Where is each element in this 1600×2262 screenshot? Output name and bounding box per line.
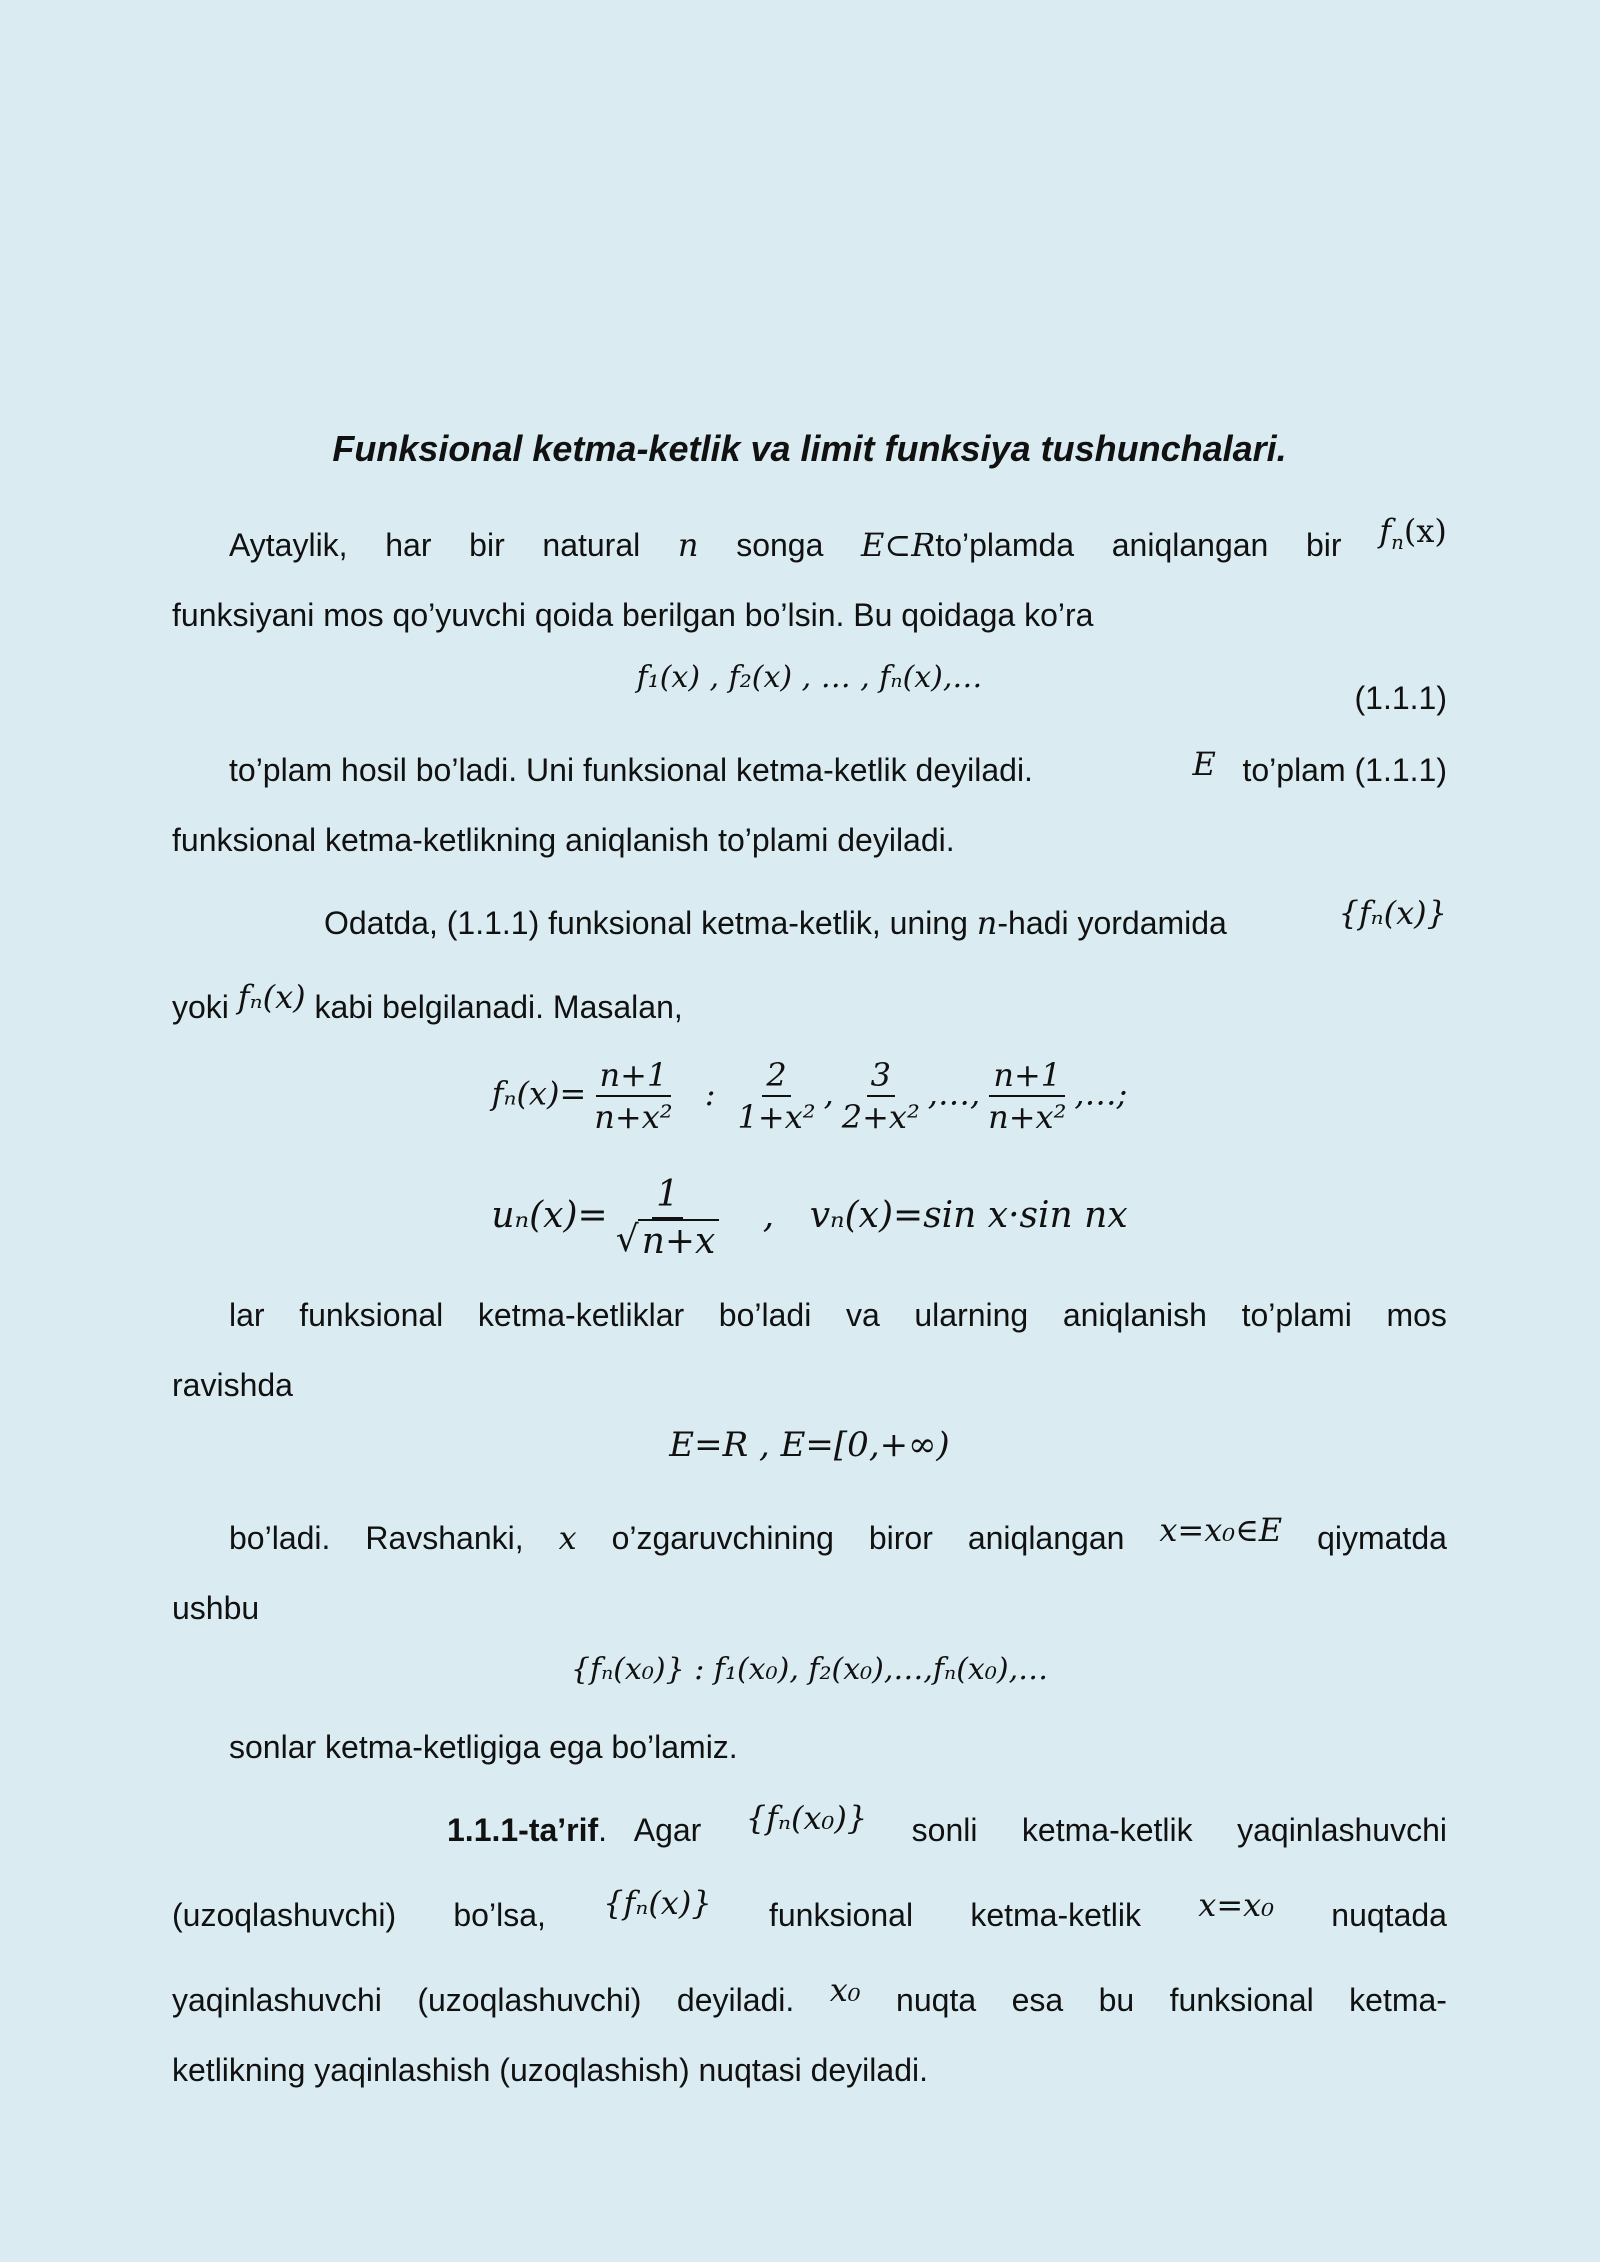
paragraph-4-line-2: ravishda [172, 1367, 293, 1403]
word: to’plamda [935, 527, 1075, 563]
math-fn-x: fₙ(x) [237, 978, 306, 1016]
equation-domains: E=R , E=[0,+∞) [669, 1425, 950, 1465]
fraction: $\frac{3}{\text{2+x²}}$ [841, 1056, 920, 1136]
equation-examples-2: uₙ(x)= 1 √ n+x , vₙ(x)=sin x·sin nx [172, 1172, 1447, 1264]
paragraph-5-line-2: ushbu [172, 1590, 260, 1626]
paragraph-2-line-2: funksional ketma-ketlikning aniqlanish to’plami deyiladi. [172, 822, 955, 858]
equation-1-1-1: f₁(x) , f₂(x) , … , fₙ(x),… [636, 660, 983, 695]
word: natural [542, 527, 641, 563]
word: har [385, 527, 432, 563]
math-n: n [976, 904, 998, 942]
definition-line-3: yaqinlashuvchi (uzoqlashuvchi) deyiladi. x₀ nuqta esa bu funksional ketma- [172, 1971, 1447, 2018]
paragraph-5-line-1: bo’ladi. Ravshanki, x o’zgaruvchining biror aniqlangan x=x₀∈E qiymatda [229, 1511, 1447, 1557]
word: Aytaylik, [229, 527, 348, 563]
equation-examples-1: fₙ(x)= $\frac{n+1}{\text{n+x²}}$ : $\frac{2}{\text{1+x²}}$ , $\frac{3}{\text{2+x²}}$ ,…, $\frac{n+1}{\text{n+x²}}$ ,…; [491, 1056, 1128, 1136]
definition-line-2: (uzoqlashuvchi) bo’lsa, {fₙ(x)} funksional ketma-ketlik x=x₀ nuqtada [172, 1884, 1447, 1933]
math-E: E [1192, 745, 1216, 783]
definition-line-4: ketlikning yaqinlashish (uzoqlashish) nuqtasi deyiladi. [172, 2052, 928, 2088]
paragraph-1-line-2: funksiyani mos qo’yuvchi qoida berilgan bo’lsin. Bu qoidaga ko’ra [172, 597, 1094, 633]
math-set: E⊂R [861, 526, 936, 564]
page-title: Funksional ketma-ketlik va limit funksiya tushunchalari. [332, 428, 1287, 469]
text: yoki [172, 989, 229, 1025]
word: aniqlangan [1111, 527, 1269, 563]
paragraph-3-line-2 [172, 972, 1447, 1042]
math-sequence: {fₙ(x)} [1338, 894, 1447, 932]
square-root: √ n+x [616, 1219, 720, 1264]
word: bir [469, 527, 505, 563]
paragraph-2-line-1 [172, 735, 1447, 805]
paragraph-6: sonlar ketma-ketligiga ega bo’lamiz. [229, 1729, 738, 1765]
fraction: $\frac{n+1}{\text{n+x²}}$ [594, 1056, 673, 1136]
paragraph-4-line-1: lar funksional ketma-ketliklar bo’ladi va ularning aniqlanish to’plami mos [229, 1297, 1447, 1333]
word: songa [736, 527, 824, 563]
equation-numeric-sequence: {fₙ(x₀)} : f₁(x₀), f₂(x₀),…,fₙ(x₀),… [570, 1652, 1049, 1687]
fraction: $\frac{2}{\text{1+x²}}$ [737, 1056, 816, 1136]
paragraph-3-line-1 [324, 888, 1447, 958]
equation-number: (1.1.1) [1354, 680, 1447, 716]
text: kabi belgilanadi. Masalan, [314, 989, 683, 1025]
text: to’plam (1.1.1) [1242, 752, 1447, 788]
fraction: 1 √ n+x [612, 1172, 724, 1264]
text: to’plam hosil bo’ladi. Uni funksional ketma-ketlik deyiladi. [229, 752, 1033, 788]
math-fn-x: $f_n(x)$ [1379, 512, 1447, 554]
text: Odatda, (1.1.1) funksional ketma-ketlik, uning [324, 905, 968, 941]
math-n: n [677, 526, 699, 564]
word: bir [1306, 527, 1342, 563]
definition-line-1: 1.1.1-ta’rif. Agar {fₙ(x₀)} sonli ketma-ketlik yaqinlashuvchi [447, 1799, 1447, 1848]
text: -hadi yordamida [997, 905, 1227, 941]
definition-label: 1.1.1-ta’rif [447, 1812, 599, 1848]
fraction: $\frac{n+1}{\text{n+x²}}$ [988, 1056, 1067, 1136]
